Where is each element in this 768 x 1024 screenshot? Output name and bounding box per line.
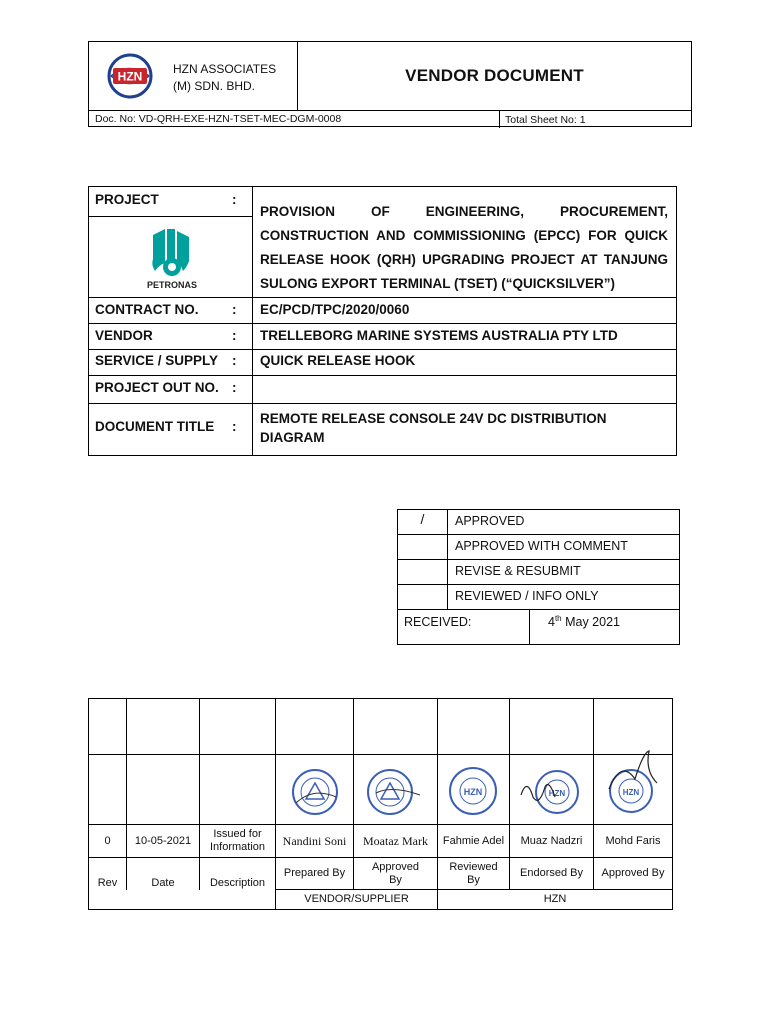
row-divider: [89, 297, 676, 298]
row-divider: [89, 375, 676, 376]
approval-row: [398, 585, 679, 610]
document-type-title: VENDOR DOCUMENT: [405, 66, 584, 85]
rev-value: 0: [104, 834, 111, 847]
received-day-suffix: th: [554, 614, 562, 623]
approval-check-cell: [398, 535, 448, 559]
approval-option-label: REVISE & RESUBMIT: [455, 564, 581, 578]
column-divider: [252, 187, 253, 455]
role-endorsed-by: Endorsed By: [520, 867, 583, 879]
approval-status-box: [397, 509, 680, 645]
company-block: [89, 42, 298, 110]
project-info-table: [88, 186, 677, 456]
signatory-name: Muaz Nadzri: [520, 834, 583, 847]
hzn-stamp-icon: [601, 749, 663, 817]
project-label: PROJECT: [95, 192, 159, 207]
date-value: 10-05-2021: [134, 834, 192, 847]
vendor-colon: :: [232, 328, 237, 343]
received-label: RECEIVED:: [404, 615, 472, 629]
approval-option-label: APPROVED: [455, 514, 525, 528]
approval-row: [398, 535, 679, 560]
contract-label: CONTRACT NO.: [95, 302, 199, 317]
approval-option-label: APPROVED WITH COMMENT: [455, 539, 628, 553]
row-divider: [89, 216, 252, 217]
received-divider: [529, 610, 530, 644]
description-line-2: Information: [209, 841, 266, 853]
service-colon: :: [232, 353, 237, 368]
description-header: Description: [209, 877, 266, 889]
received-date: [548, 614, 620, 629]
revision-signature-table: [88, 698, 673, 910]
hzn-stamp-icon: [517, 767, 581, 817]
company-stamp-icon: [288, 767, 342, 817]
petronas-logo-icon: [139, 225, 205, 291]
doc-title-colon: :: [232, 419, 237, 434]
out-no-colon: :: [232, 380, 237, 395]
description-line-1: Issued for: [213, 828, 262, 840]
approval-row: [398, 560, 679, 585]
svg-text:HZN: HZN: [622, 788, 640, 797]
doc-number: Doc. No: VD-QRH-EXE-HZN-TSET-MEC-DGM-0008: [95, 113, 342, 125]
approval-check-cell: [398, 560, 448, 584]
company-name: [173, 61, 276, 95]
hzn-stamp-icon: [446, 765, 500, 817]
contract-value: EC/PCD/TPC/2020/0060: [260, 302, 410, 317]
row-divider: [89, 349, 676, 350]
out-no-label: PROJECT OUT NO.: [95, 380, 219, 395]
description-value: [200, 825, 275, 857]
company-line-2: (M) SDN. BHD.: [173, 79, 255, 93]
sheet-cell: [499, 111, 691, 128]
signatory-name: Moataz Mark: [363, 833, 428, 848]
stamp-text: HZN: [463, 787, 483, 797]
company-stamp-icon: [362, 767, 422, 817]
approval-check-cell: [398, 585, 448, 609]
doc-title-label: DOCUMENT TITLE: [95, 419, 215, 434]
header-doc-info-row: [89, 110, 691, 127]
row-divider: [89, 754, 672, 755]
approval-check-mark: /: [398, 510, 448, 534]
signatory-name: Nandini Soni: [282, 833, 347, 848]
group-hzn: HZN: [543, 893, 567, 905]
received-row: [398, 610, 679, 644]
doc-title-line-2: DIAGRAM: [260, 430, 325, 445]
logo-text: HZN: [117, 69, 143, 84]
role-approved-by: Approved By: [371, 860, 420, 886]
row-divider: [89, 403, 676, 404]
service-label: SERVICE / SUPPLY: [95, 353, 219, 368]
doc-title-line-1: REMOTE RELEASE CONSOLE 24V DC DISTRIBUTION: [260, 411, 607, 426]
role-reviewed-by: Reviewed By: [449, 860, 498, 886]
received-day: 4: [548, 615, 555, 630]
hzn-logo-icon: [107, 53, 153, 99]
petronas-text: PETRONAS: [146, 280, 198, 290]
role-prepared-by: Prepared By: [283, 867, 346, 879]
total-sheet-number: Total Sheet No: 1: [505, 114, 586, 126]
signatory-name: Fahmie Adel: [442, 834, 505, 847]
vendor-label: VENDOR: [95, 328, 153, 343]
vendor-value: TRELLEBORG MARINE SYSTEMS AUSTRALIA PTY LTD: [260, 328, 618, 343]
rev-header: Rev: [97, 877, 118, 889]
doc-title-value: [260, 409, 607, 447]
project-description: PROVISION OF ENGINEERING, PROCUREMENT, CONSTRUCTION AND COMMISSIONING (EPCC) FOR QUICK RELEASE HOOK (QRH) UPGRADING PROJECT AT TANJUNG SULONG EXPORT TERMINAL (TSET) (“QUICKSILVER”): [260, 204, 668, 291]
document-header: [88, 41, 692, 127]
approval-option-label: REVIEWED / INFO ONLY: [455, 589, 599, 603]
signatory-name: Mohd Faris: [605, 834, 661, 847]
received-month-year: May 2021: [561, 615, 620, 630]
date-header: Date: [151, 877, 175, 889]
project-colon: :: [232, 192, 237, 207]
svg-text:HZN: HZN: [548, 789, 566, 798]
role-approved-by-hzn: Approved By: [601, 867, 665, 879]
group-vendor-supplier: VENDOR/SUPPLIER: [304, 893, 409, 905]
company-line-1: HZN ASSOCIATES: [173, 62, 277, 76]
approval-row: [398, 510, 679, 535]
contract-colon: :: [232, 302, 237, 317]
service-value: QUICK RELEASE HOOK: [260, 353, 416, 368]
row-divider: [89, 323, 676, 324]
